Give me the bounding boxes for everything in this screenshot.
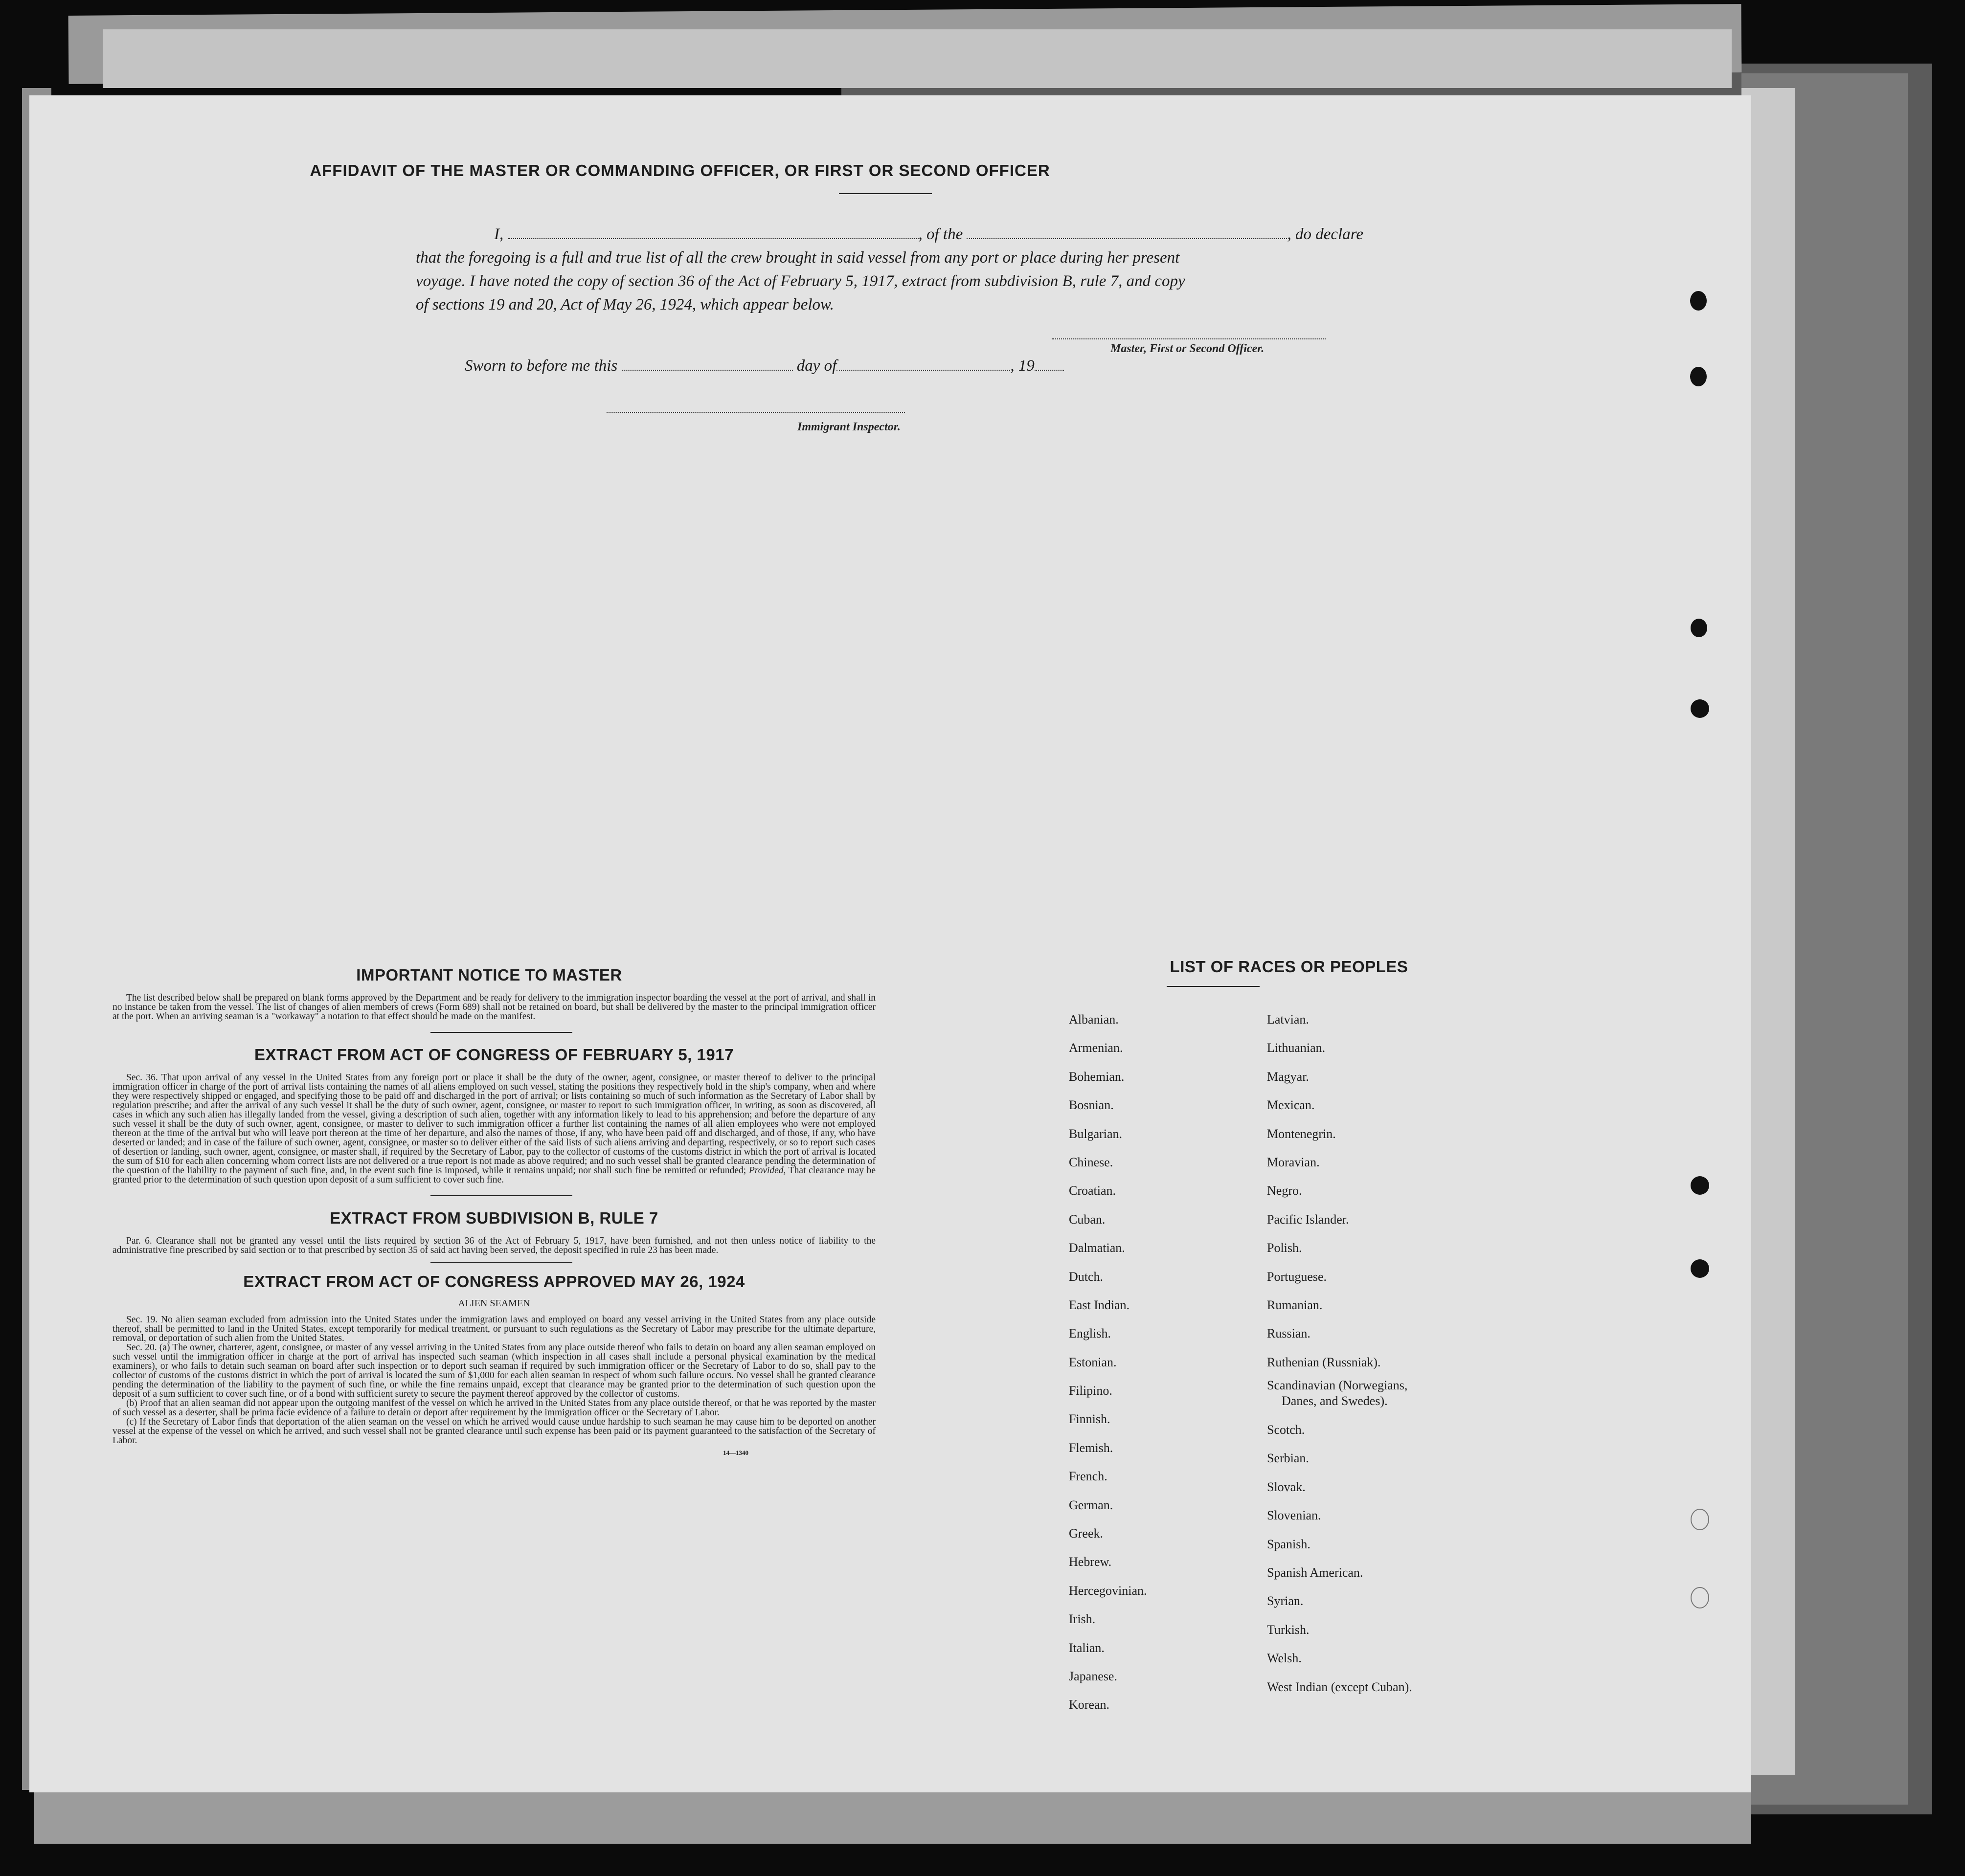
race-item: Cuban. [1069,1212,1106,1227]
sworn-day-blank[interactable] [622,369,793,371]
race-item: Serbian. [1267,1451,1309,1466]
race-item: Pacific Islander. [1267,1212,1349,1227]
race-item: Syrian. [1267,1594,1304,1608]
race-item: Latvian. [1267,1012,1309,1027]
extract-1917-text [113,1073,876,1184]
sworn-year-prefix: , 19 [1010,357,1035,375]
affidavit-title: AFFIDAVIT OF THE MASTER OR COMMANDING OFFICER, OR FIRST OR SECOND OFFICER [310,161,1050,179]
inspector-signature-caption: Immigrant Inspector. [797,421,901,433]
punch-hole [1691,1587,1709,1608]
race-item: Greek. [1069,1526,1104,1541]
races-divider [1167,986,1260,987]
title-divider [839,193,932,194]
affidavit-of-the: , of the [918,225,963,243]
provided-word: Provided, [748,1165,786,1176]
master-signature-line[interactable] [1052,338,1326,340]
sec-20b-text: (b) Proof that an alien seaman did not appear upon the outgoing manifest of the vessel on which he arrived in the United States from any place outside thereof, or that he was reported by the master of such vessel as a deserter, shall be prima facie evidence of a failure to detain or deport after requirement by the immigration officer or the Secretary of Labor. [113,1398,876,1418]
race-item: Irish. [1069,1612,1096,1627]
race-item: Albanian. [1069,1012,1119,1027]
sec-36-text-b: That clearance may be granted prior to the determination of such question upon deposit of a sum sufficient to cover such fine. [113,1165,876,1185]
race-item: Lithuanian. [1267,1041,1326,1055]
race-item: Polish. [1267,1241,1302,1255]
race-item: Armenian. [1069,1041,1123,1055]
notice-text: The list described below shall be prepared on blank forms approved by the Department and be ready for delivery to the immigration inspector boarding the vessel at the port of arrival, and shall in no instance be taken from the vessel. The list of changes of alien members of crews (Form 689) shall not be retained on board, but shall be delivered by the master to the principal immigration officer at the port. When an arriving seaman is a "workaway" a notation to that effect should be made on the manifest. [113,993,876,1022]
race-item: Italian. [1069,1640,1105,1655]
alien-seamen-subtitle: ALIEN SEAMEN [458,1298,530,1309]
races-column-right [1267,1005,1412,1701]
divider [430,1262,572,1263]
race-item: Bulgarian. [1069,1126,1123,1141]
race-item: English. [1069,1326,1111,1341]
divider [430,1195,572,1196]
sec-20a-text: Sec. 20. (a) The owner, charterer, agent, consignee, or master of any vessel arriving in the United States from any place outside thereof who fails to detain on board any alien seaman employed on such vessel until the immigration officer in charge at the port of arrival has inspected such seaman (which inspection in all cases shall include a personal physical examination by the medical examiners), or who fails to detain such seaman on board after such inspection or to deport such seaman if required by such immigration officer or the Secretary of Labor to do so, shall pay to the collector of customs of the customs district in which the port of arrival is located the sum of $1,000 for each alien seaman in respect of whom such failure occurs. No vessel shall be granted clearance pending the determination of the liability to the payment of such fine, or while the fine remains unpaid, except that clearance may be granted prior to the determination of such question upon the deposit of a sum sufficient to cover such fine, or of a bond with sufficient surety to secure the payment thereof approved by the collector of customs. [113,1342,876,1399]
race-item: French. [1069,1469,1107,1484]
punch-hole [1691,1259,1709,1278]
race-item: German. [1069,1497,1113,1512]
punch-hole [1691,1176,1709,1195]
race-item: Slovenian. [1267,1508,1321,1523]
sec-19-text: Sec. 19. No alien seaman excluded from admission into the United States under the immigration laws and employed on board any vessel arriving in the United States from any place outside thereof, shall be permitted to land in the United States, except temporarily for medical treatment, or pursuant to such regulations as the Secretary of Labor may prescribe for the ultimate departure, removal, or deportation of such alien from the United States. [113,1315,876,1343]
race-item: Estonian. [1069,1355,1117,1369]
sec-36-label: Sec. 36. [126,1072,158,1083]
race-item: Filipino. [1069,1384,1112,1398]
background-sheet-top-inner [103,29,1732,88]
race-item: Hercegovinian. [1069,1583,1147,1598]
affidavit-line-2: that the foregoing is a full and true list of all the crew brought in said vessel from any port or place during her present [416,249,1180,267]
sworn-day-of: day of [796,357,837,375]
officer-name-blank[interactable] [508,238,919,239]
race-item: Bosnian. [1069,1098,1114,1113]
race-item: Welsh. [1267,1651,1302,1666]
race-item: Portuguese. [1267,1269,1327,1284]
race-item: Japanese. [1069,1669,1117,1683]
extract-1917-title: EXTRACT FROM ACT OF CONGRESS OF FEBRUARY 5, 1917 [254,1046,734,1064]
sworn-prefix: Sworn to before me this [465,357,618,375]
sec-36-text-a: That upon arrival of any vessel in the United States from any foreign port or place it shall be the duty of the owner, agent, consignee, or master thereof to deliver to the principal immigration officer in charge of the port of arrival lists containing the names of all aliens employed on such vessel, stating the positions they respectively hold in the ship's company, when and where they were respectively shipped or engaged, and specifying those to be paid off and discharged in the port of arrival; or lists containing so much of such information as the Secretary of Labor shall by regulation prescribe; and after the arrival of any such vessel it shall be the duty of such owner, agent, consignee, or master to report to such immigration officer, in writing, as soon as discovered, all cases in which any such alien has illegally landed from the vessel, giving a description of such alien, together with any information likely to lead to his apprehension; and before the departure of any such vessel it shall be the duty of such owner, agent, consignee, or master to deliver to such immigration officer a further list containing the names of all alien employees who were not employed thereon at the time of the arrival but who will leave port thereon at the time of her departure, and also the names of those, if any, who have been paid off and discharged, and of those, if any, who have deserted or landed; and in case of the failure of such owner, agent, consignee, or master so to deliver either of the said lists of such aliens arriving and departing, respectively, or so to report such cases of desertion or landing, such owner, agent, consignee, or master shall, if required by the Secretary of Labor, pay to the collector of customs of the customs district in which the port of arrival is located the sum of $10 for each alien concerning whom correct lists are not delivered or a true report is not made as above required; and no such vessel shall be granted clearance pending the determination of the question of the liability to the payment of such fine, and, in the event such fine is imposed, while it remains unpaid; nor shall such fine be remitted or refunded; [113,1072,876,1176]
extract-rule7-title: EXTRACT FROM SUBDIVISION B, RULE 7 [330,1209,658,1227]
race-item: Spanish American. [1267,1565,1363,1580]
race-item: Dutch. [1069,1269,1104,1284]
punch-hole [1690,291,1707,311]
race-item: Korean. [1069,1697,1110,1712]
race-item: Bohemian. [1069,1069,1125,1084]
affidavit-statement [416,223,1389,316]
race-item: Russian. [1267,1326,1310,1341]
race-item: Danes, and Swedes). [1282,1394,1388,1408]
race-item: Scotch. [1267,1423,1305,1437]
punch-hole [1690,367,1707,386]
race-item: Spanish. [1267,1537,1310,1551]
sworn-year-blank[interactable] [1035,369,1064,371]
race-item: Ruthenian (Russniak). [1267,1355,1381,1369]
vessel-name-blank[interactable] [967,238,1287,239]
race-item: Magyar. [1267,1069,1309,1084]
race-item: Mexican. [1267,1098,1315,1113]
form-number: 14—1340 [723,1449,748,1456]
master-signature-caption: Master, First or Second Officer. [1110,342,1265,355]
race-item: Flemish. [1069,1440,1113,1455]
sec-20c-text: (c) If the Secretary of Labor finds that deportation of the alien seaman on the vessel on which he arrived would cause undue hardship to such seaman he may cause him to be deported on another vessel at the expense of the vessel on which he arrived, and such vessel shall not be granted clearance until such expense has been paid or its payment guaranteed to the satisfaction of the Secretary of Labor. [113,1417,876,1446]
race-item: Turkish. [1267,1622,1310,1637]
race-item: Hebrew. [1069,1555,1112,1569]
extract-rule7-text: Par. 6. Clearance shall not be granted any vessel until the lists required by section 36 of the Act of February 5, 1917, have been furnished, and not then unless notice of liability to the administrative fine prescribed by said section or to that prescribed by section 35 of said act having been served, the deposit specified in rule 23 has been made. [113,1236,876,1255]
extract-1924-title: EXTRACT FROM ACT OF CONGRESS APPROVED MAY 26, 1924 [243,1273,745,1291]
race-item: East Indian. [1069,1297,1130,1312]
race-item: Finnish. [1069,1412,1110,1427]
inspector-signature-line[interactable] [607,412,905,413]
race-item: Dalmatian. [1069,1241,1125,1255]
race-item: West Indian (except Cuban). [1267,1679,1412,1694]
divider [430,1032,572,1033]
sworn-line [465,357,1064,375]
race-item: Negro. [1267,1184,1302,1198]
affidavit-line-4: of sections 19 and 20, Act of May 26, 1924, which appear below. [416,296,834,313]
affidavit-line-3: voyage. I have noted the copy of section 36 of the Act of February 5, 1917, extract from subdivision B, rule 7, and copy [416,272,1185,290]
punch-hole [1691,619,1707,637]
races-column-left [1069,1005,1147,1720]
notice-title: IMPORTANT NOTICE TO MASTER [356,966,622,984]
legal-notices [113,966,876,1457]
races-list [1069,958,1509,1712]
race-item: Scandinavian (Norwegians, [1267,1378,1408,1393]
race-item: Croatian. [1069,1184,1116,1198]
document-page [29,95,1751,1792]
punch-hole [1691,699,1709,718]
punch-hole [1691,1509,1709,1530]
affidavit-i: I, [494,225,504,243]
races-title: LIST OF RACES OR PEOPLES [1170,958,1408,976]
race-item: Rumanian. [1267,1297,1323,1312]
race-item: Moravian. [1267,1155,1320,1169]
sworn-month-blank[interactable] [836,369,1010,371]
race-item: Slovak. [1267,1479,1306,1494]
affidavit-do-declare: , do declare [1287,225,1363,243]
race-item: Chinese. [1069,1155,1113,1169]
race-item: Montenegrin. [1267,1126,1336,1141]
